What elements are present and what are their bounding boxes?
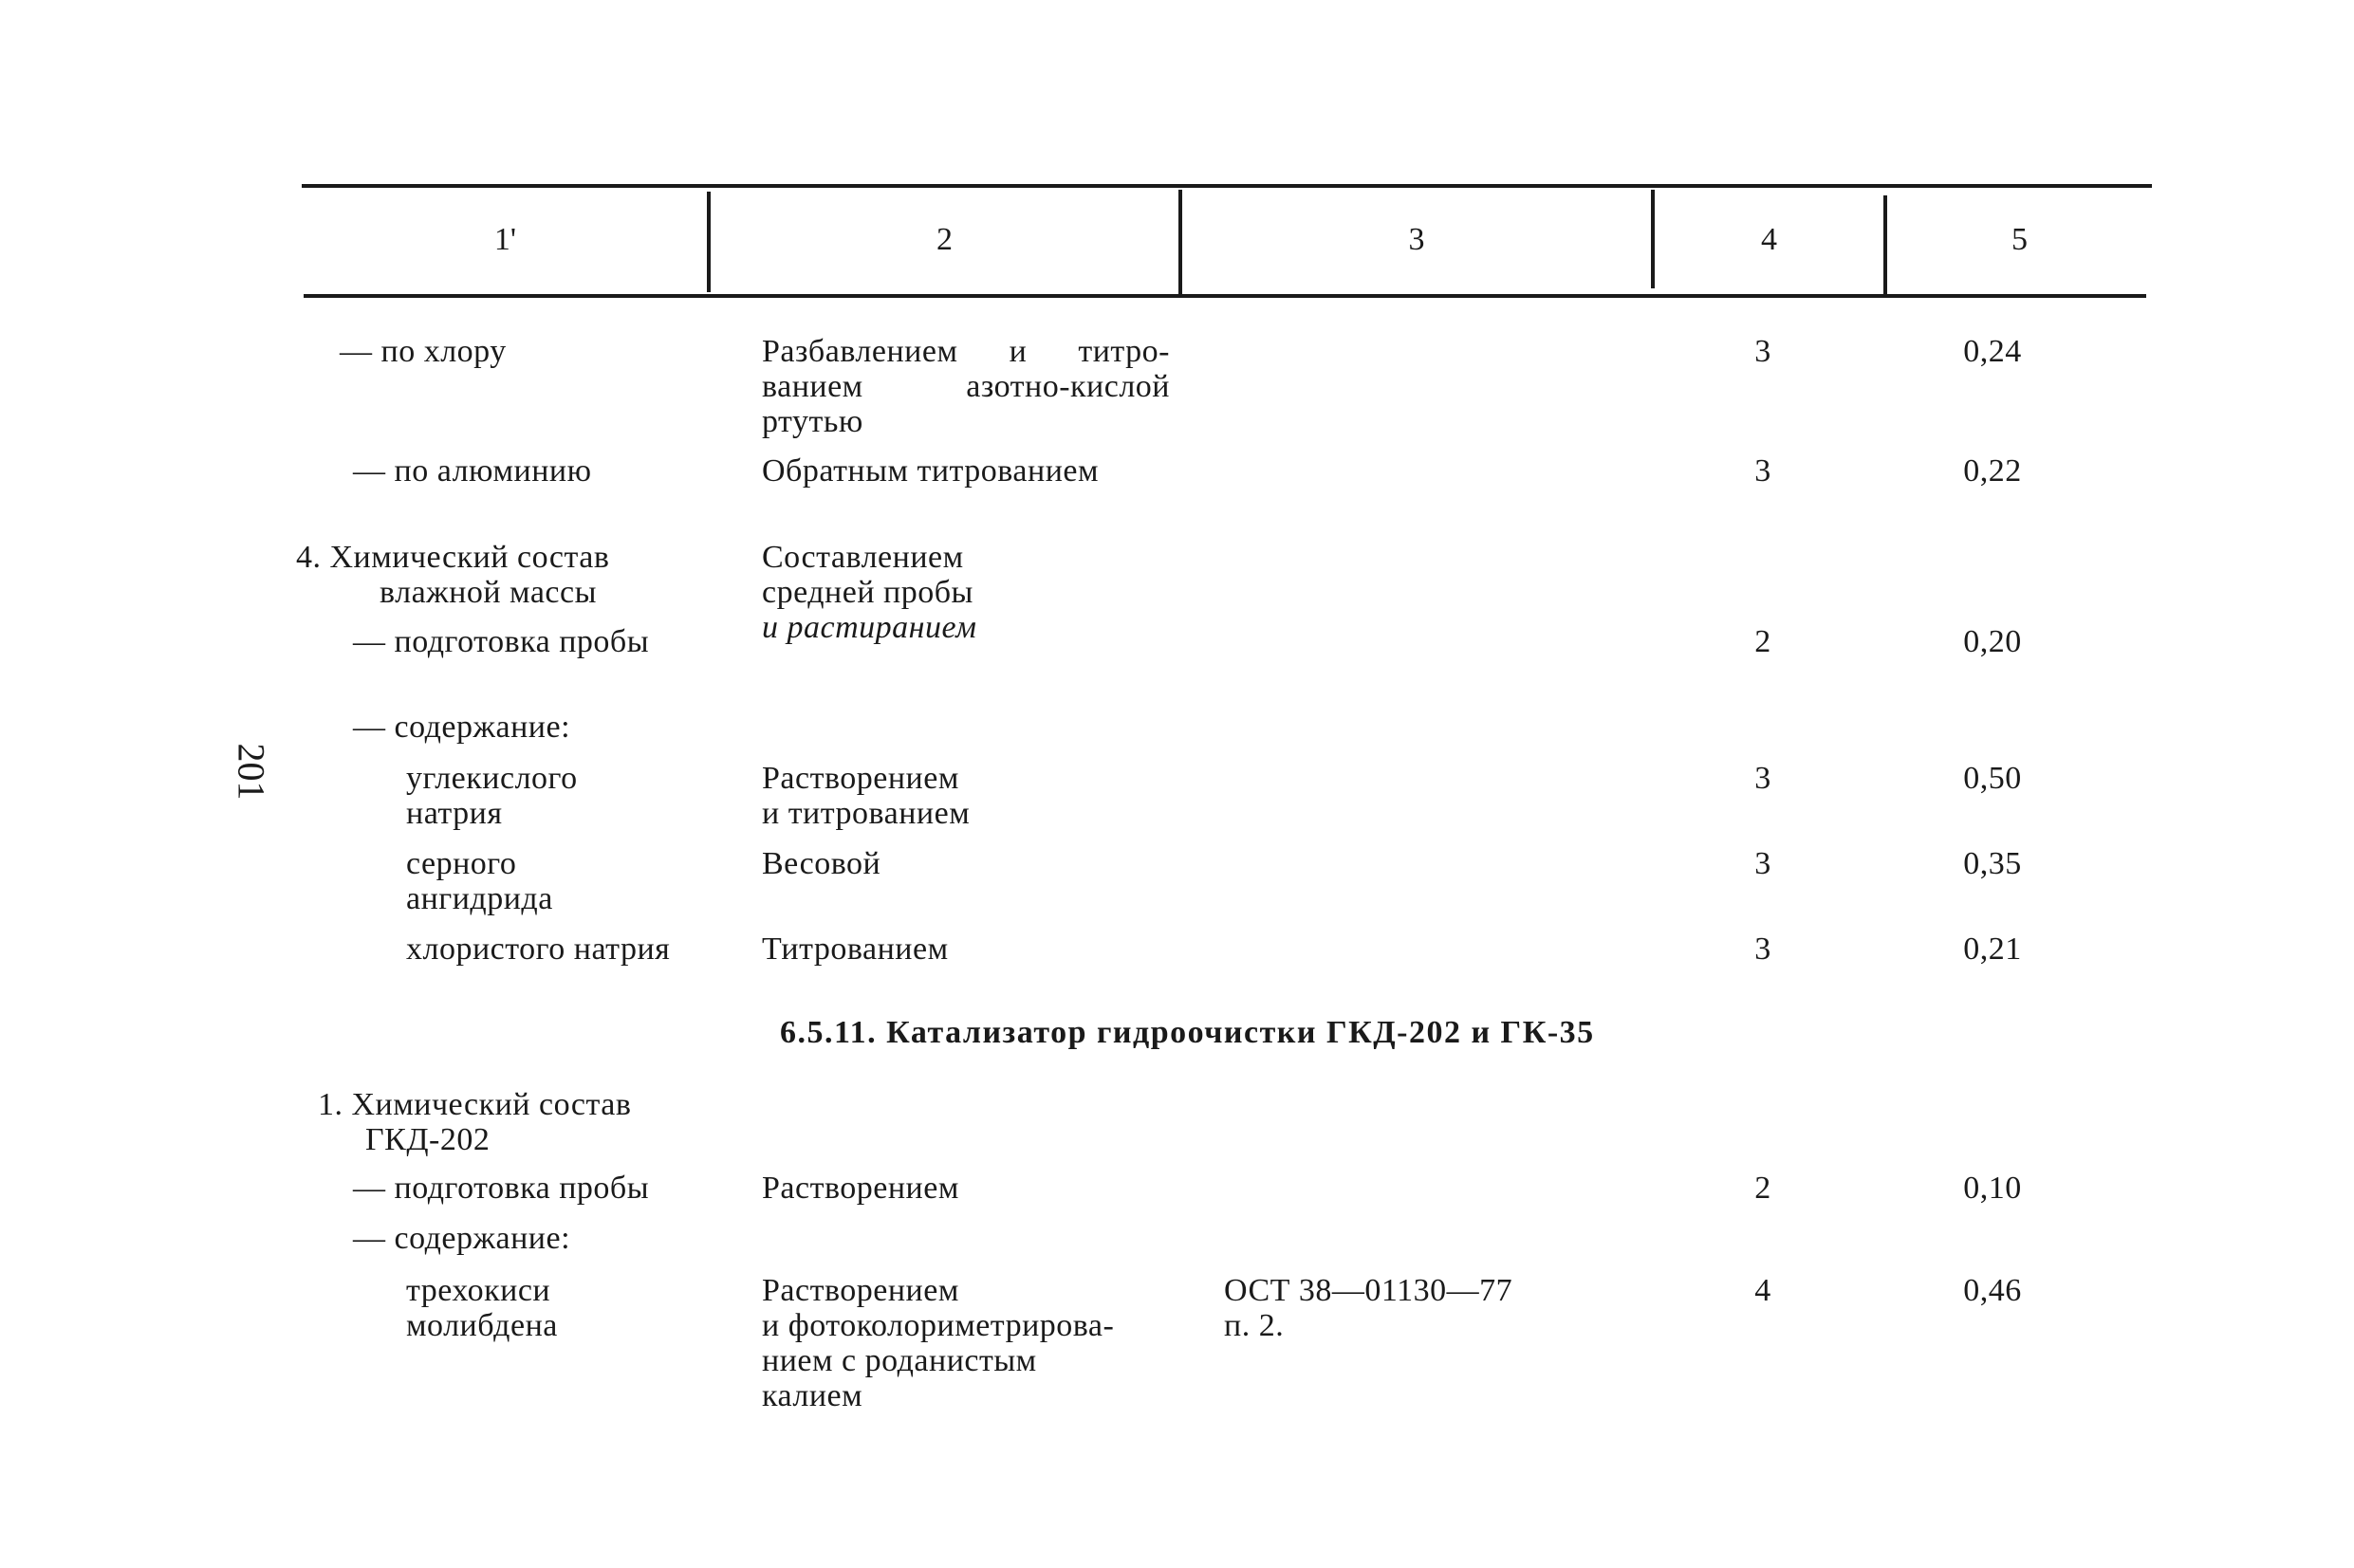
- word: Разбавлением: [762, 334, 958, 369]
- word: и: [1009, 334, 1028, 369]
- row-content-name: — содержание:: [353, 710, 571, 745]
- row-soda-name: [406, 761, 578, 831]
- row-prep-name: — подготовка пробы: [353, 624, 650, 659]
- name-line: натрия: [406, 796, 503, 831]
- column-header-1: 1': [493, 222, 517, 257]
- row-molybdenum-name: [406, 1273, 558, 1343]
- row-chlorine-name: — по хлору: [340, 334, 507, 369]
- row-chlorine-method: [762, 334, 1170, 439]
- method-line: Составлением: [762, 540, 964, 575]
- standard-line: ОСТ 38—01130—77: [1224, 1273, 1513, 1308]
- method-line: нием с роданистым: [762, 1343, 1037, 1378]
- row-nacl-col4: 3: [1754, 932, 1771, 967]
- row-prep2-method: Растворением: [762, 1171, 959, 1206]
- row-chlorine-col4: 3: [1754, 334, 1771, 369]
- method-line: Растворением: [762, 1273, 959, 1308]
- row-molybdenum-col5: 0,46: [1963, 1273, 2022, 1308]
- row-molybdenum-col4: 4: [1754, 1273, 1771, 1308]
- row-wet-mass-name: [296, 540, 609, 610]
- name-line: ГКД-202: [365, 1122, 491, 1157]
- row-chlorine-col5: 0,24: [1963, 334, 2022, 369]
- table-header-bottom-rule: [304, 294, 2146, 298]
- row-aluminium-col5: 0,22: [1963, 453, 2022, 489]
- row-prep2-col5: 0,10: [1963, 1171, 2022, 1206]
- method-line: [762, 334, 1170, 369]
- section-heading: 6.5.11. Катализатор гидроочистки ГКД-202 и ГК-35: [780, 1015, 1595, 1050]
- name-line: ангидрида: [406, 881, 553, 916]
- column-header-2: 2: [936, 222, 953, 257]
- column-header-4: 4: [1761, 222, 1777, 257]
- row-nacl-col5: 0,21: [1963, 932, 2022, 967]
- row-sulfur-method: Весовой: [762, 846, 881, 881]
- name-line: трехокиси: [406, 1273, 551, 1308]
- word: азотно-кислой: [966, 369, 1170, 404]
- row-content2-name: — содержание:: [353, 1221, 571, 1256]
- row-prep2-col4: 2: [1754, 1171, 1771, 1206]
- name-line: 4. Химический состав: [296, 540, 610, 575]
- row-prep-col5: 0,20: [1963, 624, 2022, 659]
- method-line: ртутью: [762, 404, 863, 439]
- row-sulfur-name: [406, 846, 553, 916]
- row-soda-method: [762, 761, 970, 831]
- row-sulfur-col5: 0,35: [1963, 846, 2022, 881]
- name-line: 1. Химический состав: [318, 1087, 632, 1122]
- row-soda-col4: 3: [1754, 761, 1771, 796]
- column-header-3: 3: [1408, 222, 1425, 257]
- row-molybdenum-standard: [1224, 1273, 1512, 1343]
- name-line: молибдена: [406, 1308, 558, 1343]
- row-aluminium-col4: 3: [1754, 453, 1771, 489]
- row-aluminium-method: Обратным титрованием: [762, 453, 1099, 489]
- row-aluminium-name: — по алюминию: [353, 453, 592, 489]
- method-line: калием: [762, 1378, 863, 1413]
- row-sulfur-col4: 3: [1754, 846, 1771, 881]
- name-line: влажной массы: [380, 575, 597, 610]
- method-line: и титрованием: [762, 796, 971, 831]
- method-line: [762, 369, 1170, 404]
- row-molybdenum-method: [762, 1273, 1114, 1413]
- row-prep-col4: 2: [1754, 624, 1771, 659]
- method-line: средней пробы: [762, 575, 973, 610]
- column-header-5: 5: [2011, 222, 2028, 257]
- row-nacl-name: хлористого натрия: [406, 932, 671, 967]
- word: титро-: [1078, 334, 1170, 369]
- row-prep2-name: — подготовка пробы: [353, 1171, 650, 1206]
- name-line: углекислого: [406, 761, 578, 796]
- row-nacl-method: Титрованием: [762, 932, 949, 967]
- method-line: и фотоколориметрирова-: [762, 1308, 1115, 1343]
- row-wet-mass-method: [762, 540, 976, 645]
- row-gkd-name: [318, 1087, 631, 1157]
- page-number: 201: [230, 743, 273, 801]
- method-line: Растворением: [762, 761, 959, 796]
- method-line: и растиранием: [762, 610, 977, 645]
- name-line: серного: [406, 846, 517, 881]
- word: ванием: [762, 369, 863, 404]
- standard-line: п. 2.: [1224, 1308, 1285, 1343]
- row-soda-col5: 0,50: [1963, 761, 2022, 796]
